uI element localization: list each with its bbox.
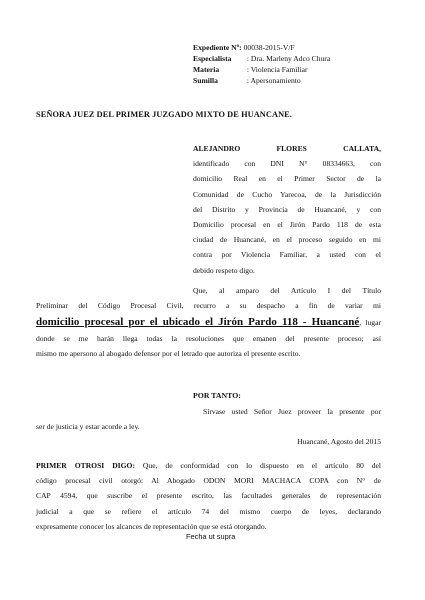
otrosi-paragraph	[36, 458, 381, 534]
especialista-value: : Dra. Marleny Adco Chura	[246, 54, 331, 63]
expediente-row	[193, 43, 295, 54]
body-line: donde se me harán llega todas la resoluciones que emanen del presente proceso; así	[36, 334, 381, 344]
intro-line: del Distrito y Provincia de Huancané, y con	[193, 204, 381, 214]
materia-label: Materia	[193, 65, 220, 74]
intro-line: Domicilio procesal en el Jirón Pardo 118 de esta	[193, 219, 381, 229]
fecha-ut-supra: Fecha ut supra	[186, 532, 236, 541]
otrosi-line: expresamente conocer los alcances de representación que se está otorgando.	[36, 521, 267, 531]
expediente-label: Expediente Nº:	[193, 43, 242, 52]
otrosi-label: PRIMER OTROSI DIGO:	[36, 461, 135, 470]
especialista-row	[193, 54, 330, 65]
materia-row	[193, 65, 307, 76]
new-address-emphasis: domicilio procesal por el ubicado el Jirón Pardo 118 - Huancané	[36, 316, 360, 329]
intro-line: contra por Violencia Familiar, a usted con el	[193, 250, 381, 260]
petitioner-name: ALEJANDRO FLORES CALLATA,	[193, 144, 381, 153]
otrosi-line: CAP 4594, que suscribe el presente escrito, las facultades generales de representación	[36, 491, 381, 501]
otrosi-line: judicial a que se refiere el artículo 74 del mismo cuerpo de leyes, declarando	[36, 506, 381, 516]
sumilla-row	[193, 76, 301, 87]
otrosi-first-line	[36, 458, 381, 473]
materia-value: : Violencia Familiar	[246, 65, 308, 74]
date-line: Huancané, Agosto del 2015	[297, 437, 381, 446]
intro-line: debido respeto digo.	[193, 265, 255, 275]
intro-line: identificado con DNI N° 08334663, con	[193, 159, 381, 169]
sumilla-label: Sumilla	[193, 76, 218, 85]
body-line: mismo me apersono al abogado defensor por el letrado que autoriza el presente escrito.	[36, 349, 301, 359]
por-tanto-continuation	[36, 419, 381, 434]
especialista-label: Especialista	[193, 54, 232, 63]
por-tanto-line: Sírvase usted Señor Juez proveer la presente por	[203, 407, 381, 416]
por-tanto-block	[203, 404, 381, 419]
otrosi-first-rest: Que, de conformidad con lo dispuesto en el artículo 80 del	[134, 461, 381, 470]
addressee-heading: SEÑORA JUEZ DEL PRIMER JUZGADO MIXTO DE HUANCANE.	[36, 110, 292, 119]
intro-line: Comunidad de Cucho Yarecoa, de la Jurisdicción	[193, 189, 381, 199]
por-tanto-heading: POR TANTO:	[193, 391, 241, 400]
body-emphasis-suffix: , lugar	[359, 318, 381, 328]
por-tanto-line: ser de justicia y estar acorde a ley.	[36, 422, 140, 431]
intro-line: ciudad de Huancané, en el proceso seguido en mi	[193, 235, 381, 245]
sumilla-value: : Apersonamiento	[246, 76, 301, 85]
body-emphasis-line	[36, 313, 381, 331]
intro-line: domicilio Real en el Primer Sector de la	[193, 174, 381, 184]
body-line: Preliminar del Código Procesal Civil, recurro a su despacho a fin de variar mi	[36, 301, 381, 310]
otrosi-line: código procesal civil otorgó: Al Abogado ODON MORI MACHACA COPA con N° de	[36, 476, 381, 486]
intro-block	[193, 141, 381, 278]
body-paragraph	[36, 298, 381, 362]
body-first-line: Que, al amparo del Artículo I del Título	[193, 286, 381, 295]
expediente-value: 00038-2015-V/F	[243, 43, 295, 52]
body-first-line-block	[193, 283, 381, 298]
